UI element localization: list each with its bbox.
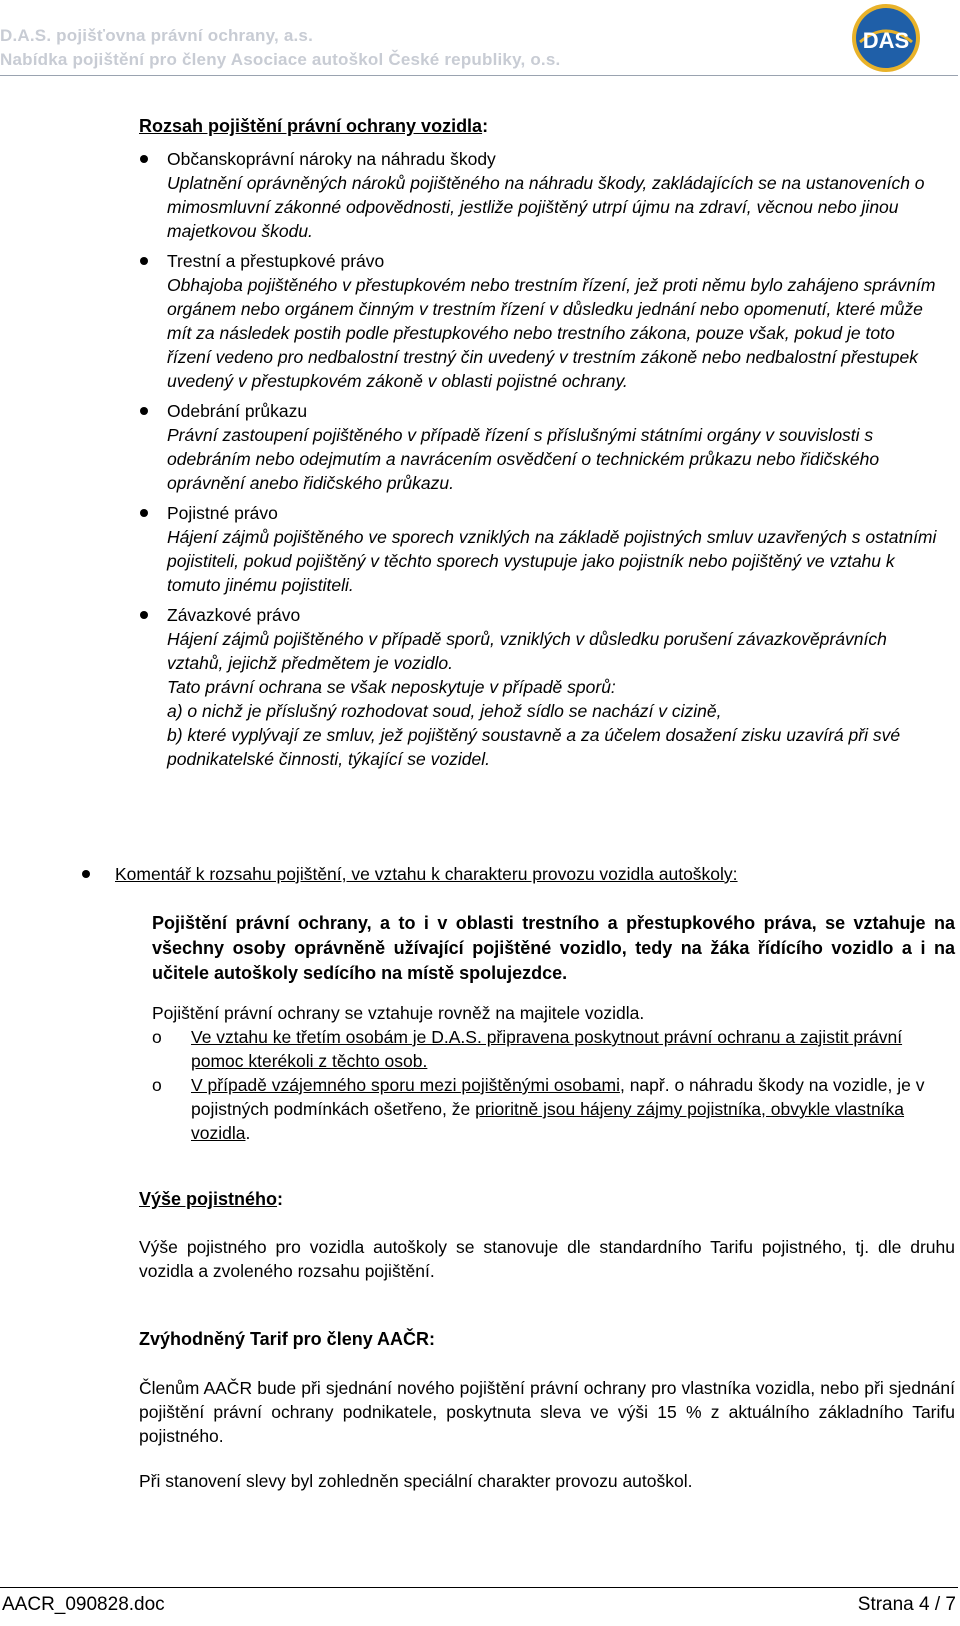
comment-list	[152, 1025, 942, 1145]
list-item	[139, 249, 939, 393]
list-item: o V případě vzájemného sporu mezi pojištěnými osobami, např. o náhradu škody na vozidle, je v pojistných podmínkách ošetřeno, že prioritně jsou hájeny zájmy pojistníka, obvykle vlastníka vozidla.	[152, 1075, 925, 1143]
item-body: Hájení zájmů pojištěného ve sporech vzniklých na základě pojistných smluv uzavřených s ostatními pojistiteli, pokud pojištěný v těchto sporech vystupuje jako pojistník nebo pojištěný ve vztahu k tomuto jinému pojistiteli.	[167, 527, 937, 595]
comment-bold-text: Pojištění právní ochrany, a to i v oblasti trestního a přestupkového práva, se vztahuje na všechny osoby oprávněně užívající pojištěné vozidlo, tedy na žáka řídícího vozidlo a i na učitele autoškoly sedícího na místě spolujezdce.	[152, 913, 955, 983]
scope-title: Rozsah pojištění právní ochrany vozidla:	[139, 116, 489, 136]
tariff-note: Při stanovení slevy byl zohledněn speciální charakter provozu autoškol.	[139, 1471, 693, 1491]
bullet-icon	[140, 257, 148, 265]
comment-heading: Komentář k rozsahu pojištění, ve vztahu k charakteru provozu vozidla autoškoly:	[82, 862, 942, 886]
bullet-icon	[140, 155, 148, 163]
header-company: D.A.S. pojišťovna právní ochrany, a.s.	[0, 26, 314, 45]
item-heading: Trestní a přestupkové právo	[167, 251, 385, 271]
item-heading: Pojistné právo	[167, 503, 278, 523]
das-logo	[850, 2, 922, 74]
bullet-icon	[140, 611, 148, 619]
premium-text: Výše pojistného pro vozidla autoškoly se stanovuje dle standardního Tarifu pojistného, tj. dle druhu vozidla a zvoleného rozsahu pojištění.	[139, 1237, 955, 1281]
list-item	[139, 399, 939, 495]
scope-list	[139, 147, 939, 771]
tariff-text: Členům AAČR bude při sjednání nového pojištění právní ochrany pro vlastníka vozidla, nebo při sjednání pojištění právní ochrany podnikatele, poskytnuta sleva ve výši 15 % z aktuálního základního Tarifu pojistného.	[139, 1378, 955, 1446]
item-heading: Závazkové právo	[167, 605, 301, 625]
footer-page-number: Strana 4 / 7	[857, 1594, 956, 1615]
item-body: Uplatnění oprávněných nároků pojištěného na náhradu škody, zakládajících se na ustanoveních o mimosmluvní zákonné odpovědnosti, jestliže pojištěný utrpí újmu na zdraví, věcnou nebo jinou majetkovou škodu.	[167, 173, 925, 241]
list-item	[139, 147, 939, 243]
item-body-exclusion: Tato právní ochrana se však neposkytuje v případě sporů:	[167, 677, 616, 697]
item-body: Právní zastoupení pojištěného v případě řízení s příslušnými státními orgány v souvislosti s odebráním nebo odejmutím a navrácením osvědčení o technickém průkazu nebo řidičského oprávnění anebo řidičského průkazu.	[167, 425, 880, 493]
bullet-icon	[82, 870, 90, 878]
footer-doc-name: AACR_090828.doc	[2, 1594, 165, 1615]
list-item	[139, 501, 939, 597]
premium-title: Výše pojistného:	[139, 1189, 284, 1209]
bullet-icon	[140, 509, 148, 517]
list-item: o Ve vztahu ke třetím osobám je D.A.S. připravena poskytnout právní ochranu a zajistit právní pomoc kterékoli z těchto osob.	[152, 1027, 903, 1071]
item-body: Hájení zájmů pojištěného v případě sporů, vzniklých v důsledku porušení závazkověprávních vztahů, jejichž předmětem je vozidlo.	[167, 629, 887, 673]
bullet-icon	[140, 407, 148, 415]
footer-divider	[0, 1587, 958, 1588]
item-heading: Občanskoprávní nároky na náhradu škody	[167, 149, 496, 169]
item-body-exclusion-b: b) které vyplývají ze smluv, jež pojištěný soustavně a za účelem dosažení zisku uzavírá při své podnikatelské činnosti, týkající se vozidel.	[167, 725, 901, 769]
item-heading: Odebrání průkazu	[167, 401, 308, 421]
owner-text: Pojištění právní ochrany se vztahuje rovněž na majitele vozidla.	[152, 1003, 645, 1023]
tariff-title: Zvýhodněný Tarif pro členy AAČR:	[139, 1329, 436, 1349]
logo-text: DAS	[862, 28, 910, 53]
header-subtitle: Nabídka pojištění pro členy Asociace autoškol České republiky, o.s.	[0, 50, 561, 69]
list-item	[139, 603, 939, 771]
item-body: Obhajoba pojištěného v přestupkovém nebo trestním řízení, jež proti němu bylo zahájeno správním orgánem nebo orgánem činným v trestním řízení v důsledku jednání nebo opomenutí, které může mít za následek postih podle přestupkového nebo trestního zákona, pouze však, pokud je toto řízení vedeno pro nedbalostní trestný čin uvedený v trestním zákoně nebo nedbalostní přestupek uvedený v přestupkovém zákoně v oblasti pojistné ochrany.	[167, 275, 936, 391]
item-body-exclusion-a: a) o nichž je příslušný rozhodovat soud, jehož sídlo se nachází v cizině,	[167, 701, 722, 721]
header-divider	[0, 75, 958, 76]
